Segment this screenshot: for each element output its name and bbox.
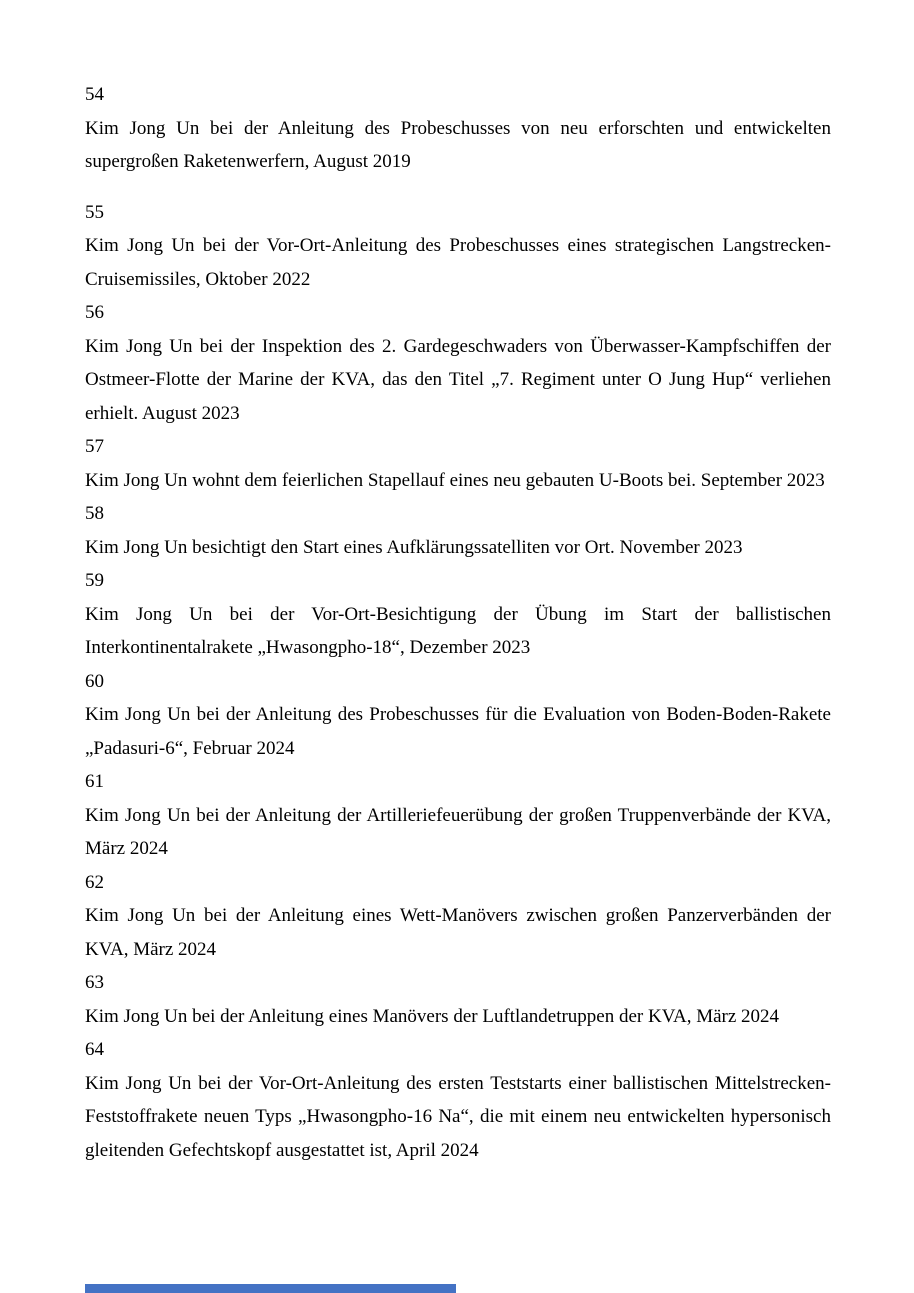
list-item <box>85 564 831 665</box>
entry-caption: Kim Jong Un bei der Vor-Ort-Anleitung des Probeschusses eines strategischen Langstrecken-Cruisemissiles, Oktober 2022 <box>85 235 831 290</box>
entry-number: 64 <box>85 1039 104 1060</box>
list-item <box>85 866 831 967</box>
list-item <box>85 430 831 497</box>
entry-caption: Kim Jong Un bei der Anleitung eines Wett-Manövers zwischen großen Panzerverbänden der KVA, März 2024 <box>85 905 831 960</box>
caption-list <box>85 78 831 1167</box>
entry-number: 60 <box>85 670 104 692</box>
bottom-accent-bar <box>85 1284 456 1293</box>
entry-caption: Kim Jong Un bei der Vor-Ort-Besichtigung der Übung im Start der ballistischen Interkontinentalrakete „Hwasongpho-18“, Dezember 2023 <box>85 603 831 658</box>
list-item <box>85 1033 831 1167</box>
list-item <box>85 196 831 297</box>
list-item <box>85 966 831 1033</box>
entry-number: 55 <box>85 201 104 223</box>
list-item <box>85 78 831 179</box>
entry-number: 56 <box>85 302 104 323</box>
entry-caption: Kim Jong Un bei der Anleitung der Artilleriefeuerübung der großen Truppenverbände der KVA, März 2024 <box>85 804 831 859</box>
entry-number: 58 <box>85 503 104 524</box>
entry-caption: Kim Jong Un bei der Vor-Ort-Anleitung des ersten Teststarts einer ballistischen Mittelstrecken-Feststoffrakete neuen Typs „Hwasongpho-16 Na“, die mit einem neu entwickelten hypersonisch gleitenden Gefechtskopf ausgestattet ist, April 2024 <box>85 1072 831 1161</box>
entry-caption: Kim Jong Un wohnt dem feierlichen Stapellauf eines neu gebauten U-Boots bei. September 2023 <box>85 469 825 491</box>
entry-number: 57 <box>85 436 104 457</box>
list-item <box>85 296 831 430</box>
list-item <box>85 765 831 866</box>
entry-number: 61 <box>85 771 104 792</box>
entry-number: 63 <box>85 972 104 993</box>
entry-number: 59 <box>85 570 104 591</box>
entry-caption: Kim Jong Un bei der Inspektion des 2. Gardegeschwaders von Überwasser-Kampfschiffen der Ostmeer-Flotte der Marine der KVA, das den Titel „7. Regiment unter O Jung Hup“ verliehen erhielt. August 2023 <box>85 335 831 424</box>
entry-caption: Kim Jong Un besichtigt den Start eines Aufklärungssatelliten vor Ort. November 2023 <box>85 536 743 558</box>
entry-number: 54 <box>85 84 104 105</box>
entry-number: 62 <box>85 871 104 893</box>
entry-caption: Kim Jong Un bei der Anleitung eines Manövers der Luftlandetruppen der KVA, März 2024 <box>85 1005 780 1027</box>
entry-caption: Kim Jong Un bei der Anleitung des Probeschusses von neu erforschten und entwickelten supergroßen Raketenwerfern, August 2019 <box>85 117 831 172</box>
list-item <box>85 497 831 564</box>
entry-caption: Kim Jong Un bei der Anleitung des Probeschusses für die Evaluation von Boden-Boden-Rakete „Padasuri-6“, Februar 2024 <box>85 704 831 759</box>
list-item <box>85 665 831 766</box>
